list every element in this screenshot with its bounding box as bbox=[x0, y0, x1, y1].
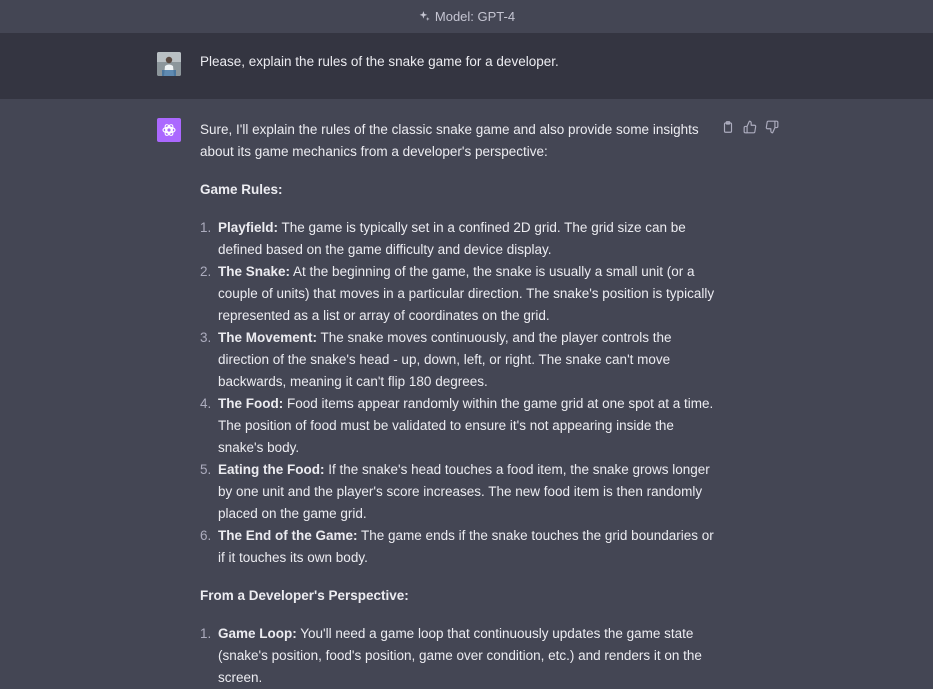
list-item-text: The game is typically set in a confined 2D grid. The grid size can be defined based on the game difficulty and device display. bbox=[218, 220, 686, 257]
list-number: 1. bbox=[200, 220, 212, 235]
intro-paragraph: Sure, I'll explain the rules of the classic snake game and also provide some insights about its game mechanics from a developer's perspective: bbox=[200, 122, 699, 159]
list-item-text: If the snake's head touches a food item, the snake grows longer by one unit and the player's score increases. The new food item is then randomly placed on the game grid. bbox=[218, 462, 710, 521]
sparkle-icon bbox=[418, 10, 431, 23]
list-item-title: Playfield: bbox=[218, 220, 279, 235]
message-actions bbox=[720, 119, 780, 135]
list-item bbox=[200, 261, 720, 327]
section-heading-game-rules: Game Rules: bbox=[200, 182, 283, 197]
chatgpt-logo-icon bbox=[157, 118, 181, 142]
list-number: 1. bbox=[200, 626, 212, 641]
developer-points-list bbox=[200, 623, 720, 689]
list-number: 6. bbox=[200, 528, 212, 543]
list-item bbox=[200, 393, 720, 459]
list-number: 5. bbox=[200, 462, 212, 477]
list-item-text: You'll need a game loop that continuously updates the game state (snake's position, food's position, game over condition, etc.) and renders it on the screen. bbox=[218, 626, 702, 685]
user-message-row bbox=[0, 33, 933, 99]
list-item-text: At the beginning of the game, the snake is usually a small unit (or a couple of units) that moves in a particular direction. The snake's position is typically represented as a list or array of coordinates on the grid. bbox=[218, 264, 715, 323]
list-item-title: The End of the Game: bbox=[218, 528, 358, 543]
list-item-title: The Food: bbox=[218, 396, 284, 411]
list-item bbox=[200, 459, 720, 525]
clipboard-icon[interactable] bbox=[720, 119, 736, 135]
list-item-text: The snake moves continuously, and the player controls the direction of the snake's head - up, down, left, or right. The snake can't move backwards, meaning it can't flip 180 degrees. bbox=[218, 330, 672, 389]
list-item bbox=[200, 623, 720, 689]
list-item-title: Game Loop: bbox=[218, 626, 297, 641]
assistant-message-content bbox=[200, 119, 720, 689]
list-item-title: Eating the Food: bbox=[218, 462, 325, 477]
list-number: 3. bbox=[200, 330, 212, 345]
list-item-title: The Movement: bbox=[218, 330, 318, 345]
list-item-text: Food items appear randomly within the game grid at one spot at a time. The position of food must be validated to ensure it's not appearing inside the snake's body. bbox=[218, 396, 714, 455]
list-item bbox=[200, 525, 720, 569]
thumbs-down-icon[interactable] bbox=[764, 119, 780, 135]
user-avatar bbox=[157, 52, 181, 76]
model-label: Model: GPT-4 bbox=[434, 9, 516, 24]
section-heading-developer-perspective: From a Developer's Perspective: bbox=[200, 588, 409, 603]
rules-list bbox=[200, 217, 720, 569]
list-item bbox=[200, 327, 720, 393]
list-number: 2. bbox=[200, 264, 212, 279]
list-item bbox=[200, 217, 720, 261]
thumbs-up-icon[interactable] bbox=[742, 119, 758, 135]
user-message-text: Please, explain the rules of the snake game for a developer. bbox=[200, 54, 559, 69]
assistant-message-row bbox=[0, 99, 933, 685]
list-number: 4. bbox=[200, 396, 212, 411]
model-header bbox=[0, 0, 933, 33]
list-item-text: The game ends if the snake touches the grid boundaries or if it touches its own body. bbox=[218, 528, 714, 565]
list-item-title: The Snake: bbox=[218, 264, 291, 279]
